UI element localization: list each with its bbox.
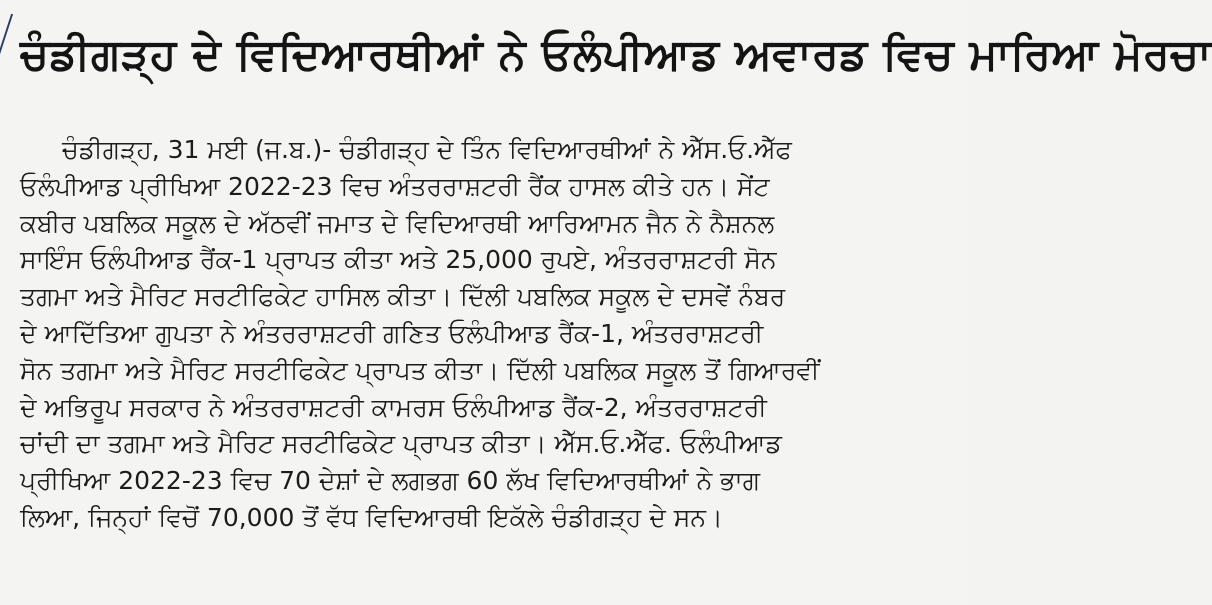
article-line: ਦੇ ਆਦਿੱਤਿਆ ਗੁਪਤਾ ਨੇ ਅੰਤਰਰਾਸ਼ਟਰੀ ਗਣਿਤ ਓਲੰਪੀਆਡ ਰੈਂਕ-1, ਅੰਤਰਰਾਸ਼ਟਰੀ — [20, 318, 764, 348]
article-line: ਕਬੀਰ ਪਬਲਿਕ ਸਕੂਲ ਦੇ ਅੱਠਵੀਂ ਜਮਾਤ ਦੇ ਵਿਦਿਆਰਥੀ ਆਰਿਆਮਨ ਜੈਨ ਨੇ ਨੈਸ਼ਨਲ — [20, 208, 775, 238]
article-body — [20, 132, 946, 537]
article-line: ਚਾਂਦੀ ਦਾ ਤਗਮਾ ਅਤੇ ਮੈਰਿਟ ਸਰਟੀਫਿਕੇਟ ਪ੍ਰਾਪਤ ਕੀਤਾ। ਐੱਸ.ਓ.ਐੱਫ. ਓਲੰਪੀਆਡ — [20, 429, 782, 459]
article-headline: ਚੰਡੀਗੜ੍ਹ ਦੇ ਵਿਦਿਆਰਥੀਆਂ ਨੇ ਓਲੰਪੀਆਡ ਅਵਾਰਡ ਵਿਚ ਮਾਰਿਆ ਮੋਰਚਾ — [20, 30, 1212, 80]
article-line: ਸਾਇੰਸ ਓਲੰਪੀਆਡ ਰੈਂਕ-1 ਪ੍ਰਾਪਤ ਕੀਤਾ ਅਤੇ 25,000 ਰੁਪਏ, ਅੰਤਰਰਾਸ਼ਟਰੀ ਸੋਨ — [20, 245, 777, 275]
article-line: ਚੰਡੀਗੜ੍ਹ, 31 ਮਈ (ਜ.ਬ.)- ਚੰਡੀਗੜ੍ਹ ਦੇ ਤਿੰਨ ਵਿਦਿਆਰਥੀਆਂ ਨੇ ਐੱਸ.ਓ.ਐੱਫ — [62, 135, 792, 164]
article-line: ਦੇ ਅਭਿਰੂਪ ਸਰਕਾਰ ਨੇ ਅੰਤਰਰਾਸ਼ਟਰੀ ਕਾਮਰਸ ਓਲੰਪੀਆਡ ਰੈਂਕ-2, ਅੰਤਰਰਾਸ਼ਟਰੀ — [20, 392, 767, 422]
article-line: ਤਗਮਾ ਅਤੇ ਮੈਰਿਟ ਸਰਟੀਫਿਕੇਟ ਹਾਸਿਲ ਕੀਤਾ। ਦਿੱਲੀ ਪਬਲਿਕ ਸਕੂਲ ਦੇ ਦਸਵੇਂ ਨੰਬਰ — [20, 282, 786, 312]
article-line: ਲਿਆ, ਜਿਨ੍ਹਾਂ ਵਿਚੋਂ 70,000 ਤੋਂ ਵੱਧ ਵਿਦਿਆਰਥੀ ਇਕੱਲੇ ਚੰਡੀਗੜ੍ਹ ਦੇ ਸਨ। — [20, 502, 723, 532]
article-line: ਪ੍ਰੀਖਿਆ 2022-23 ਵਿਚ 70 ਦੇਸ਼ਾਂ ਦੇ ਲਗਭਗ 60 ਲੱਖ ਵਿਦਿਆਰਥੀਆਂ ਨੇ ਭਾਗ — [20, 466, 761, 496]
article-line: ਓਲੰਪੀਆਡ ਪ੍ਰੀਖਿਆ 2022-23 ਵਿਚ ਅੰਤਰਰਾਸ਼ਟਰੀ ਰੈਂਕ ਹਾਸਲ ਕੀਤੇ ਹਨ। ਸੇਂਟ — [20, 171, 770, 201]
article-line: ਸੋਨ ਤਗਮਾ ਅਤੇ ਮੈਰਿਟ ਸਰਟੀਫਿਕੇਟ ਪ੍ਰਾਪਤ ਕੀਤਾ। ਦਿੱਲੀ ਪਬਲਿਕ ਸਕੂਲ ਤੋਂ ਗਿਆਰਵੀਂ — [20, 355, 820, 385]
